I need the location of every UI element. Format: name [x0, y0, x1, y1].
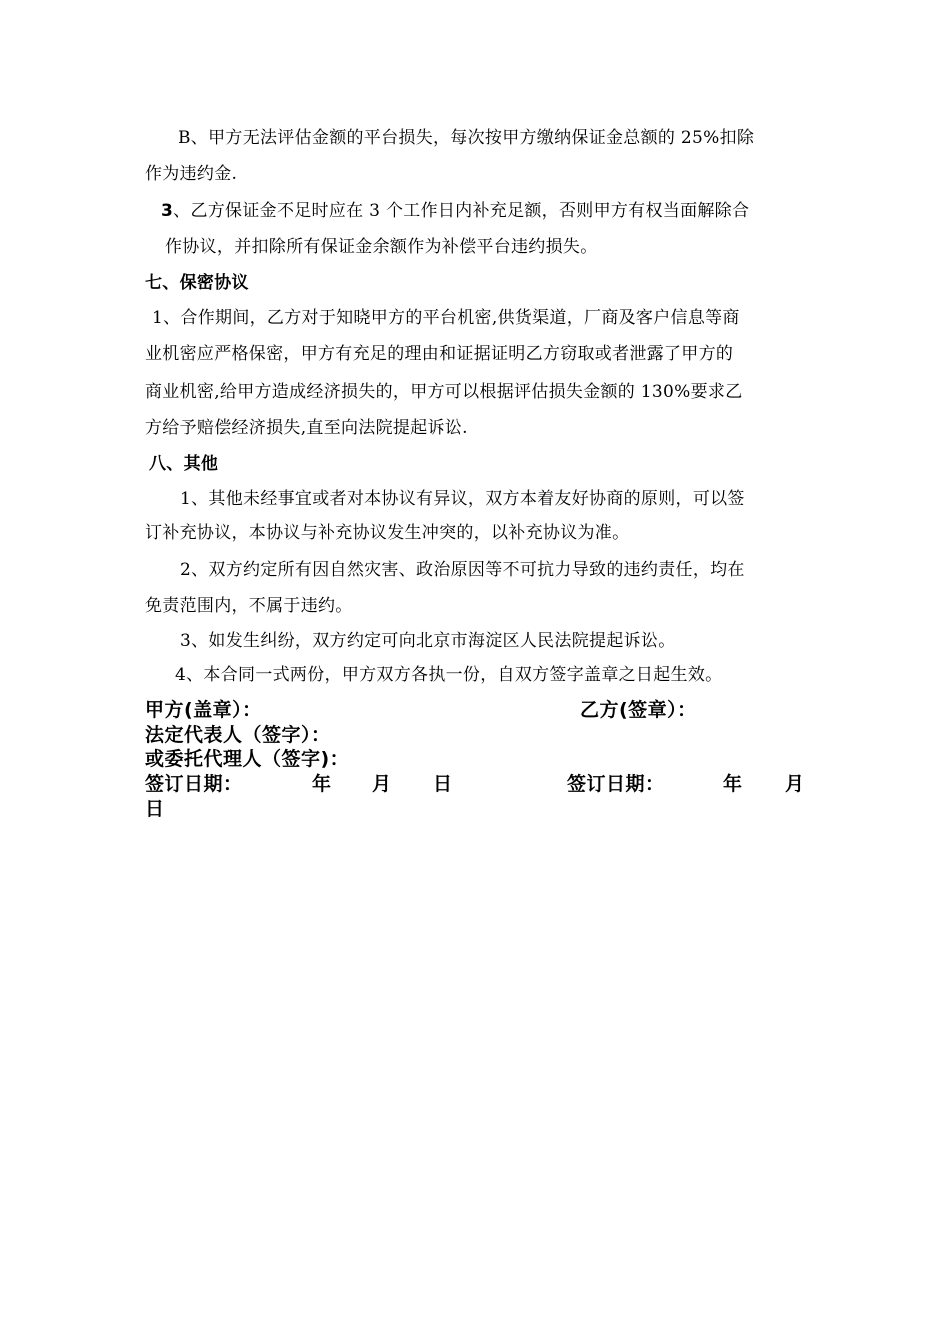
clause7-item1-line4: 方给予赔偿经济损失,直至向法院提起诉讼. — [145, 418, 468, 438]
party-a-date-day: 日 — [433, 773, 453, 795]
clause6-item3-line1 — [161, 199, 749, 223]
clause8-item2-line2: 免责范围内，不属于违约。 — [145, 596, 353, 616]
party-a-date-month: 月 — [372, 773, 392, 795]
party-a-date-label: 签订日期： — [145, 773, 243, 795]
clause8-item4: 4、本合同一式两份，甲方双方各执一份，自双方签字盖章之日起生效。 — [175, 665, 723, 685]
party-b-date-day: 日 — [145, 798, 165, 820]
clause8-item3: 3、如发生纠纷，双方约定可向北京市海淀区人民法院提起诉讼。 — [180, 631, 676, 651]
clause6-item3-number: 3 — [161, 201, 174, 221]
clause6-b-line1: B、甲方无法评估金额的平台损失，每次按甲方缴纳保证金总额的 25%扣除 — [178, 128, 755, 148]
party-a-date-year: 年 — [312, 773, 332, 795]
clause6-item3-text: 、乙方保证金不足时应在 3 个工作日内补充足额，否则甲方有权当面解除合 — [173, 201, 750, 221]
party-b-date-label: 签订日期： — [567, 773, 665, 795]
party-a-seal-label: 甲方(盖章）： — [145, 699, 262, 721]
party-b-date-month: 月 — [785, 773, 805, 795]
clause7-heading: 七、保密协议 — [145, 273, 249, 293]
clause7-item1-line2: 业机密应严格保密，甲方有充足的理由和证据证明乙方窃取或者泄露了甲方的 — [145, 344, 734, 364]
clause6-b-line2: 作为违约金. — [145, 164, 238, 184]
clause7-item1-line3: 商业机密,给甲方造成经济损失的，甲方可以根据评估损失金额的 130%要求乙 — [145, 382, 743, 402]
party-b-seal-label: 乙方(签章）： — [580, 699, 697, 721]
clause8-heading: 八、其他 — [149, 454, 219, 474]
authorized-agent-label: 或委托代理人（签字)： — [145, 748, 350, 770]
clause8-item2-line1: 2、双方约定所有因自然灾害、政治原因等不可抗力导致的违约责任，均在 — [180, 560, 745, 580]
party-b-date-year: 年 — [723, 773, 743, 795]
clause8-item1-line1: 1、其他未经事宜或者对本协议有异议，双方本着友好协商的原则，可以签 — [180, 489, 745, 509]
clause8-item1-line2: 订补充协议，本协议与补充协议发生冲突的，以补充协议为准。 — [145, 523, 630, 543]
clause6-item3-line2: 作协议，并扣除所有保证金余额作为补偿平台违约损失。 — [165, 237, 598, 257]
clause7-item1-line1: 1、合作期间，乙方对于知晓甲方的平台机密,供货渠道，厂商及客户信息等商 — [152, 308, 740, 328]
legal-representative-label: 法定代表人（签字）： — [145, 724, 331, 746]
